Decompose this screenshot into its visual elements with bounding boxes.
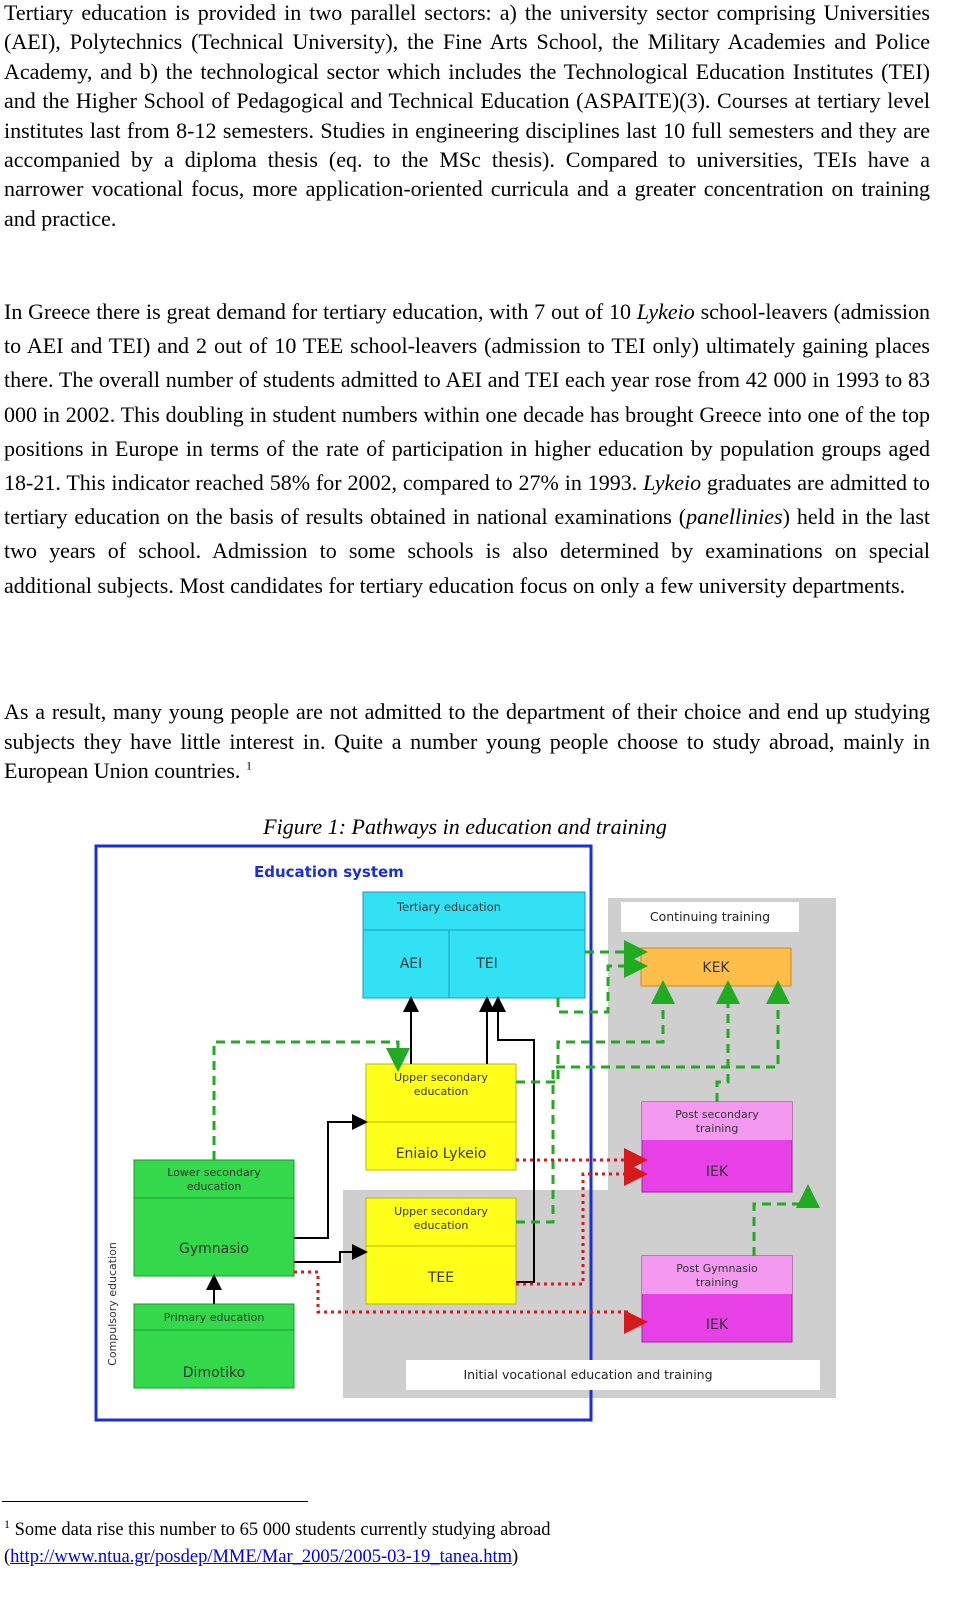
- text-span: As a result, many young people are not admitted to the department of their choice and end up studying subjects they have little interest in. Quite a number young people choose to study abroad, mainly in European Union countries.: [4, 699, 930, 783]
- eniaio-lykeio-label: Eniaio Lykeio: [395, 1146, 487, 1162]
- initial-vet-label: Initial vocational education and training: [463, 1367, 713, 1382]
- text-span: graduates are admitted to tertiary education on the basis of results obtained in national examinations (: [4, 470, 930, 530]
- gymnasio-label: Gymnasio: [179, 1241, 249, 1257]
- tee-label: TEE: [427, 1270, 455, 1286]
- footnote: [4, 1517, 904, 1571]
- footnote-link[interactable]: http://www.ntua.gr/posdep/MME/Mar_2005/2005-03-19_tanea.htm: [10, 1547, 513, 1567]
- post-gymnasio-label-line1: Post Gymnasio: [676, 1262, 758, 1275]
- dimotiko-label: Dimotiko: [182, 1365, 246, 1381]
- footnote-close-paren: ): [512, 1547, 519, 1567]
- paragraph-study-abroad: [4, 697, 930, 786]
- lower-secondary-label-line1: Lower secondary: [167, 1166, 261, 1179]
- post-secondary-label-line2: training: [695, 1122, 739, 1135]
- italic-term: Lykeio: [636, 299, 695, 324]
- footnote-open-paren: (: [4, 1547, 11, 1567]
- continuing-training-label: Continuing training: [649, 909, 771, 924]
- upper-secondary-label-line1: Upper secondary: [394, 1071, 488, 1084]
- text-span: school-leavers (admission to AEI and TEI) and 2 out of 10 TEE school-leavers (admission to TEI only) ultimately gaining places there. The overall number of students admitted to AEI and TEI each year rose from 42 000 in 1993 to 83 000 in 2002. This doubling in student numbers within one decade has brought Greece into one of the top positions in Europe in terms of the rate of participation in higher education by population groups aged 18-21. This indicator reached 58% for 2002, compared to 27% in 1993.: [4, 299, 931, 496]
- post-gymnasio-label-line2: training: [695, 1276, 739, 1289]
- education-pathways-figure: [88, 842, 848, 1430]
- education-system-label: Education system: [254, 863, 404, 881]
- tertiary-education-label: Tertiary education: [397, 900, 501, 914]
- primary-education-label: Primary education: [163, 1311, 265, 1324]
- iek-label: IEK: [705, 1164, 729, 1180]
- lower-secondary-label-line2: education: [186, 1180, 242, 1193]
- figure-caption: Figure 1: Pathways in education and training: [263, 814, 667, 839]
- compulsory-education-label: Compulsory education: [106, 1242, 119, 1366]
- text-span: In Greece there is great demand for tertiary education, with 7 out of 10: [4, 299, 637, 324]
- paragraph-demand: [4, 295, 930, 603]
- tee-upper-secondary-label-line1: Upper secondary: [394, 1205, 488, 1218]
- aei-label: AEI: [399, 956, 423, 972]
- footnote-divider: [2, 1501, 308, 1502]
- footnote-reference[interactable]: 1: [245, 758, 252, 773]
- footnote-text: Some data rise this number to 65 000 students currently studying abroad: [10, 1520, 551, 1540]
- tei-label: TEI: [476, 956, 498, 972]
- text-span: ) held in the last two years of school. Admission to some schools is also determined by examinations on special additional subjects. Most candidates for tertiary education focus on only a few university departments.: [4, 504, 930, 598]
- upper-secondary-label-line2: education: [413, 1085, 469, 1098]
- footnote-marker: 1: [4, 1516, 10, 1531]
- paragraph-tertiary-sectors: Tertiary education is provided in two parallel sectors: a) the university sector comprising Universities (AEI), Polytechnics (Technical University), the Fine Arts School, the Military Academies and Police Academy, and b) the technological sector which includes the Technological Education Institutes (TEI) and the Higher School of Pedagogical and Technical Education (ASPAITE)(3). Courses at tertiary level institutes last from 8-12 semesters. Studies in engineering disciplines last 10 full semesters and they are accompanied by a diploma thesis (eq. to the MSc thesis). Compared to universities, TEIs have a narrower vocational focus, more application-oriented curricula and a greater concentration on training and practice.: [4, 0, 930, 231]
- italic-term: Lykeio: [643, 470, 702, 496]
- tee-upper-secondary-label-line2: education: [413, 1219, 469, 1232]
- iek-label-2: IEK: [705, 1317, 729, 1333]
- post-secondary-label-line1: Post secondary: [675, 1108, 759, 1121]
- kek-label: KEK: [702, 960, 730, 976]
- italic-term: panellinies: [686, 504, 783, 530]
